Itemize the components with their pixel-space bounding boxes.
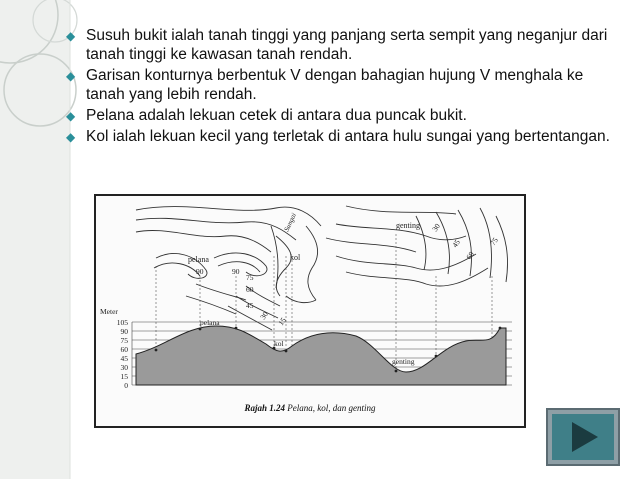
axis-tick: 0: [124, 381, 128, 390]
axis-tick: 105: [116, 318, 128, 327]
contour-figure: [94, 194, 526, 428]
map-contour-75: 75: [246, 273, 254, 282]
axis-tick: 90: [120, 327, 128, 336]
map-contour-r45: 45: [450, 237, 462, 250]
bullet-list: [66, 26, 626, 148]
map-contour-r75: 75: [488, 235, 500, 248]
bullet-item: [66, 127, 626, 146]
bullet-text: Pelana adalah lekuan cetek di antara dua puncak bukit.: [86, 107, 467, 124]
axis-tick: 45: [120, 354, 128, 363]
caption-text: Pelana, kol, dan genting: [287, 403, 376, 413]
axis-tick: 60: [120, 345, 128, 354]
map-contour-r60: 60: [464, 249, 476, 262]
map-label-kol: kol: [290, 253, 301, 262]
profile-label-pelana: pelana: [200, 318, 220, 327]
map-contour-r30: 30: [430, 221, 442, 234]
axis-tick: 30: [120, 363, 128, 372]
map-contour-45: 45: [246, 301, 254, 310]
profile-section: [100, 307, 512, 390]
axis-tick: 75: [120, 336, 128, 345]
play-triangle-icon: [548, 410, 618, 464]
bullet-icon: ◆: [66, 109, 76, 123]
map-contour-90a: 90: [196, 267, 204, 276]
bullet-icon: ◆: [66, 69, 76, 83]
map-label-pelana: pelana: [188, 255, 209, 264]
axis-title: Meter: [100, 307, 118, 316]
axis-tick: 15: [120, 372, 128, 381]
bullet-text: Kol ialah lekuan kecil yang terletak di antara hulu sungai yang bertentangan.: [86, 128, 610, 145]
contour-lines: [136, 206, 508, 330]
profile-label-genting: genting: [392, 357, 415, 366]
figure-caption: [96, 403, 524, 413]
profile-shape: [136, 326, 506, 385]
profile-label-kol: kol: [274, 339, 284, 348]
contour-illustration: [96, 196, 524, 426]
bullet-item: [66, 106, 626, 125]
bullet-text: Susuh bukit ialah tanah tinggi yang panjang serta sempit yang neganjur dari tanah tinggi ke kawasan tanah rendah.: [86, 27, 608, 63]
caption-prefix: Rajah 1.24: [244, 403, 286, 413]
next-slide-button[interactable]: [546, 408, 620, 466]
map-contour-90b: 90: [232, 267, 240, 276]
map-contour-30: 30: [258, 309, 270, 322]
map-contour-15: 15: [276, 315, 288, 328]
bullet-item: [66, 66, 626, 104]
map-label-genting: genting: [396, 221, 420, 230]
bullet-item: [66, 26, 626, 64]
bullet-icon: ◆: [66, 130, 76, 144]
map-label-sungai: Sungai: [282, 211, 299, 233]
bullet-text: Garisan konturnya berbentuk V dengan bahagian hujung V menghala ke tanah yang lebih rendah.: [86, 67, 584, 103]
map-contour-60: 60: [246, 285, 254, 294]
bullet-icon: ◆: [66, 29, 76, 43]
